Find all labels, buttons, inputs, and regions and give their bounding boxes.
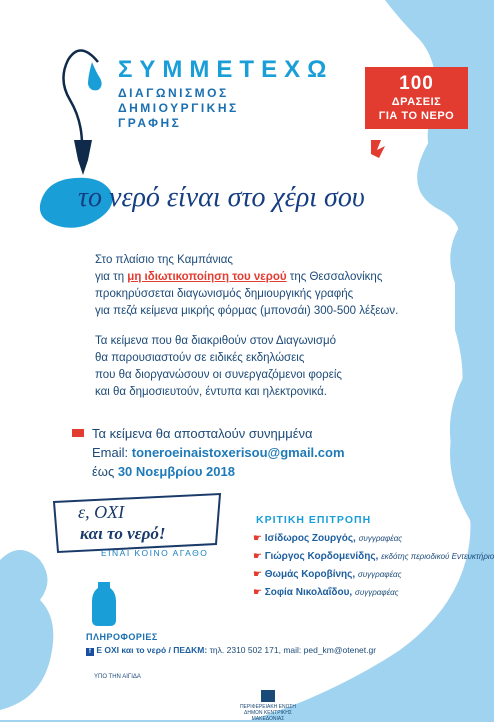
info-heading: ΠΛΗΡΟΦΟΡΙΕΣ xyxy=(86,632,158,642)
sign-line-2: και το νερό! xyxy=(80,524,166,543)
committee-member: ☛ Ισίδωρος Ζουργός, συγγραφέας xyxy=(253,533,403,544)
under-auspices-text: ΥΠΟ ΤΗΝ ΑΙΓΙΔΑ xyxy=(94,674,141,680)
intro-line-1: Στο πλαίσιο της Καμπάνιας xyxy=(95,254,233,266)
email-line: Email: toneroeinaistoxerisou@gmail.com xyxy=(92,445,345,460)
organization-logo: ΠΕΡΙΦΕΡΕΙΑΚΗ ΕΝΩΣΗ ΔΗΜΩΝ ΚΕΝΤΡΙΚΗΣ ΜΑΚΕΔΟΝΙΑΣ xyxy=(228,690,308,722)
awards-line-4: και θα δημοσιευτούν, έντυπα και ηλεκτρονικά. xyxy=(95,386,327,398)
subtitle-line-3: ΓΡΑΦΗΣ xyxy=(118,116,182,130)
subtitle-line-1: ΔΙΑΓΩΝΙΣΜΟΣ xyxy=(118,86,229,100)
awards-line-3: που θα διοργανώσουν οι συνεργαζόμενοι φορείς xyxy=(95,369,342,381)
ochi-sign-graphic xyxy=(48,492,228,572)
hand-pointer-icon xyxy=(72,429,84,437)
organization-logo-icon xyxy=(261,690,275,702)
intro-line-2: για τη μη ιδιωτικοποίηση του νερού της Θεσσαλονίκης xyxy=(95,271,383,283)
commons-text: ΕΙΝΑΙ ΚΟΙΝΟ ΑΓΑΘΟ xyxy=(101,548,209,558)
facebook-page[interactable]: Ε ΟΧΙ και το νερό / ΠΕΔΚΜ: xyxy=(96,645,208,655)
badge-line-1: ΔΡΑΣΕΙΣ xyxy=(391,96,442,108)
committee-heading: ΚΡΙΤΙΚΗ ΕΠΙΤΡΟΠΗ xyxy=(256,514,372,526)
intro-line-3: προκηρύσσεται διαγωνισμός δημιουργικής γραφής xyxy=(95,288,354,300)
committee-member: ☛ Σοφία Νικολαΐδου, συγγραφέας xyxy=(253,587,399,598)
slogan: το νερό είναι στο χέρι σου xyxy=(78,182,365,213)
sign-line-1: ε, ΟΧΙ xyxy=(78,502,125,522)
intro-line-4: για πεζά κείμενα μικρής φόρμας (μπονσάι) 300-500 λέξεων. xyxy=(95,305,399,317)
badge-line-2: ΓΙΑ ΤΟ ΝΕΡΟ xyxy=(378,110,455,122)
email-link[interactable]: toneroeinaistoxerisou@gmail.com xyxy=(131,445,345,460)
awards-paragraph xyxy=(95,333,342,401)
submission-block xyxy=(92,424,345,481)
brand-title: ΣΥΜΜΕΤΕΧΩ xyxy=(118,56,334,83)
campaign-badge xyxy=(365,67,468,129)
intro-paragraph xyxy=(95,252,398,320)
highlight-privatization: μη ιδιωτικοποίηση του νερού xyxy=(127,271,287,283)
facebook-icon: f xyxy=(86,648,94,656)
subtitle-line-2: ΔΗΜΙΟΥΡΓΙΚΗΣ xyxy=(118,101,239,115)
deadline: 30 Νοεμβρίου 2018 xyxy=(117,464,235,479)
committee-member: ☛ Θωμάς Κοροβίνης, συγγραφέας xyxy=(253,569,402,580)
info-line: f Ε ΟΧΙ και το νερό / ΠΕΔΚΜ: τηλ. 2310 502 171, mail: ped_km@otenet.gr xyxy=(86,645,376,656)
badge-number: 100 xyxy=(399,73,434,94)
awards-line-1: Τα κείμενα που θα διακριθούν στον Διαγωνισμό xyxy=(95,335,336,347)
deadline-line: έως 30 Νοεμβρίου 2018 xyxy=(92,464,235,479)
submission-line: Τα κείμενα θα αποσταλούν συνημμένα xyxy=(92,426,313,441)
committee-member: ☛ Γιώργος Κορδομενίδης, εκδότης περιοδικού Εντευκτήριο xyxy=(253,551,494,562)
awards-line-2: θα παρουσιαστούν σε ειδικές εκδηλώσεις xyxy=(95,352,305,364)
